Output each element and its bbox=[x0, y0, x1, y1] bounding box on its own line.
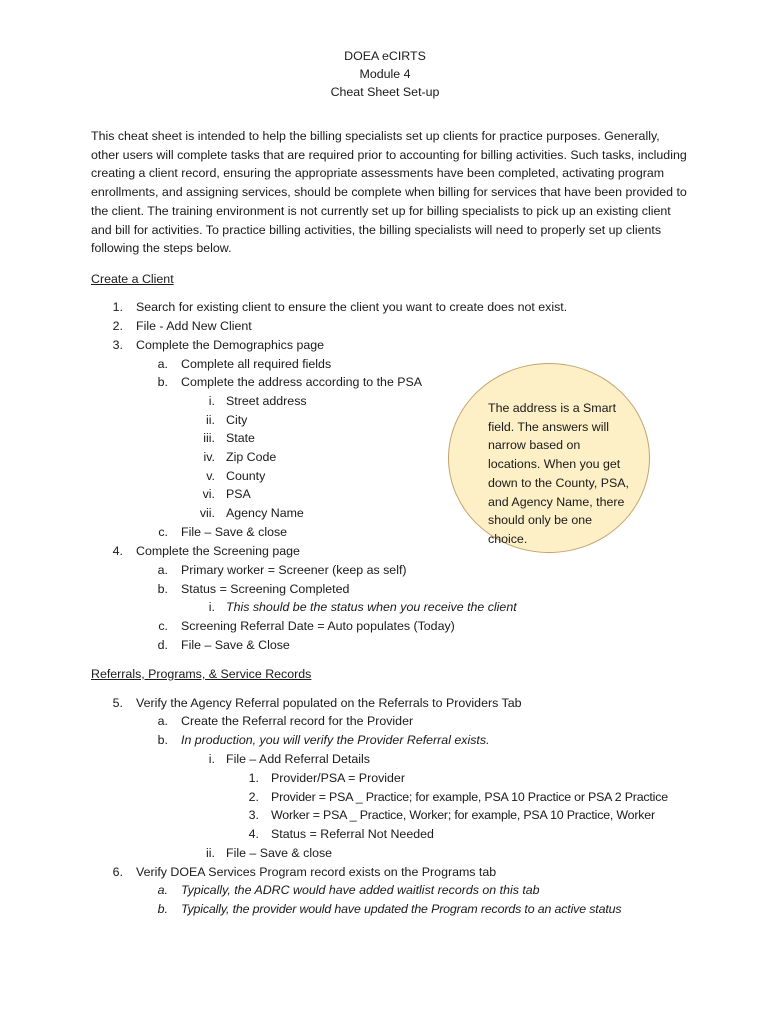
list-marker: iv. bbox=[203, 450, 215, 464]
list-marker: 1. bbox=[112, 300, 123, 314]
list-marker: 2. bbox=[248, 790, 259, 804]
list-marker: 3. bbox=[112, 338, 123, 352]
list-item-text: Verify DOEA Services Program record exists on the Programs tab bbox=[136, 865, 497, 879]
list-item-text: Complete the Demographics page bbox=[136, 338, 325, 352]
list-marker: i. bbox=[208, 600, 215, 614]
list-item-text: County bbox=[226, 469, 266, 483]
list-marker: ii. bbox=[206, 413, 215, 427]
intro-paragraph: This cheat sheet is intended to help the billing specialists set up clients for practice purposes. Generally, other users will complete tasks that are required prior to accounting for billing activities. Such tasks, including creating a client record, ensuring the appropriate assessments have been completed, activating program enrollments, and assigning services, should be complete when billing for services that have been provided to the client. The training environment is not currently set up for billing specialists to pick up an existing client and bill for activities. To practice billing activities, the billing specialists will need to properly set up clients following the steps below. bbox=[91, 129, 687, 256]
list-marker: 1. bbox=[248, 771, 259, 785]
list-item-text: File – Save & close bbox=[226, 846, 333, 860]
list-item-text: Zip Code bbox=[226, 450, 277, 464]
section-heading-create-client: Create a Client bbox=[91, 272, 174, 286]
title-line-2: Module 4 bbox=[359, 67, 411, 81]
list-item-text: PSA bbox=[226, 487, 251, 501]
list-marker: a. bbox=[157, 563, 168, 577]
list-item-text: Provider/PSA = Provider bbox=[271, 771, 405, 785]
list-marker: 4. bbox=[248, 827, 259, 841]
list-item-text: Complete all required fields bbox=[181, 357, 332, 371]
list-marker: 6. bbox=[112, 865, 123, 879]
title-line-3: Cheat Sheet Set-up bbox=[330, 85, 440, 99]
list-item-text: File – Save & close bbox=[181, 525, 288, 539]
callout-text: The address is a Smart field. The answers will narrow based on locations. When you get down to the County, PSA, and Agency Name, there should only be one choice. bbox=[488, 401, 629, 546]
title-line-1: DOEA eCIRTS bbox=[344, 49, 426, 63]
list-item-text: Status = Screening Completed bbox=[181, 582, 350, 596]
list-marker: b. bbox=[157, 902, 168, 916]
list-item-text: Worker = PSA _ Practice, Worker; for example, PSA 10 Practice, Worker bbox=[271, 808, 655, 822]
list-marker: iii. bbox=[203, 431, 215, 445]
list-marker: 4. bbox=[112, 544, 123, 558]
list-marker: i. bbox=[208, 752, 215, 766]
list-marker: c. bbox=[158, 525, 168, 539]
list-item-text: Provider = PSA _ Practice; for example, PSA 10 Practice or PSA 2 Practice bbox=[271, 790, 668, 804]
list-marker: v. bbox=[206, 469, 215, 483]
list-marker: b. bbox=[157, 582, 168, 596]
list-marker: a. bbox=[157, 714, 168, 728]
list-item-text: Screening Referral Date = Auto populates (Today) bbox=[181, 619, 455, 633]
list-item-text: Search for existing client to ensure the client you want to create does not exist. bbox=[136, 300, 568, 314]
list-item-text: File – Save & Close bbox=[181, 638, 290, 652]
list-marker: ii. bbox=[206, 846, 215, 860]
list-item-text: In production, you will verify the Provider Referral exists. bbox=[181, 733, 490, 747]
list-marker: 2. bbox=[112, 319, 123, 333]
list-marker: 3. bbox=[248, 808, 259, 822]
list-item-text: Complete the address according to the PSA bbox=[181, 375, 423, 389]
list-item-text: Typically, the ADRC would have added waitlist records on this tab bbox=[181, 883, 540, 897]
list-marker: 5. bbox=[112, 696, 123, 710]
list-marker: d. bbox=[157, 638, 168, 652]
list-item-text: This should be the status when you receive the client bbox=[226, 600, 517, 614]
list-item-text: Create the Referral record for the Provider bbox=[181, 714, 414, 728]
list-item-text: Agency Name bbox=[226, 506, 304, 520]
list-marker: c. bbox=[158, 619, 168, 633]
list-marker: a. bbox=[157, 883, 168, 897]
list-item-text: City bbox=[226, 413, 248, 427]
list-item-text: Complete the Screening page bbox=[136, 544, 300, 558]
list-marker: b. bbox=[157, 733, 168, 747]
list-item-text: Primary worker = Screener (keep as self) bbox=[181, 563, 407, 577]
list-item-text: File – Add Referral Details bbox=[226, 752, 370, 766]
list-marker: i. bbox=[208, 394, 215, 408]
list-item-text: State bbox=[226, 431, 255, 445]
section-heading-referrals: Referrals, Programs, & Service Records bbox=[91, 667, 312, 681]
list-marker: vii. bbox=[199, 506, 215, 520]
list-marker: vi. bbox=[202, 487, 215, 501]
list-marker: b. bbox=[157, 375, 168, 389]
list-marker: a. bbox=[157, 357, 168, 371]
list-item-text: Street address bbox=[226, 394, 307, 408]
list-item-text: Status = Referral Not Needed bbox=[271, 827, 434, 841]
list-item-text: Typically, the provider would have updated the Program records to an active status bbox=[181, 902, 622, 916]
list-item-text: File - Add New Client bbox=[136, 319, 252, 333]
list-item-text: Verify the Agency Referral populated on the Referrals to Providers Tab bbox=[136, 696, 522, 710]
